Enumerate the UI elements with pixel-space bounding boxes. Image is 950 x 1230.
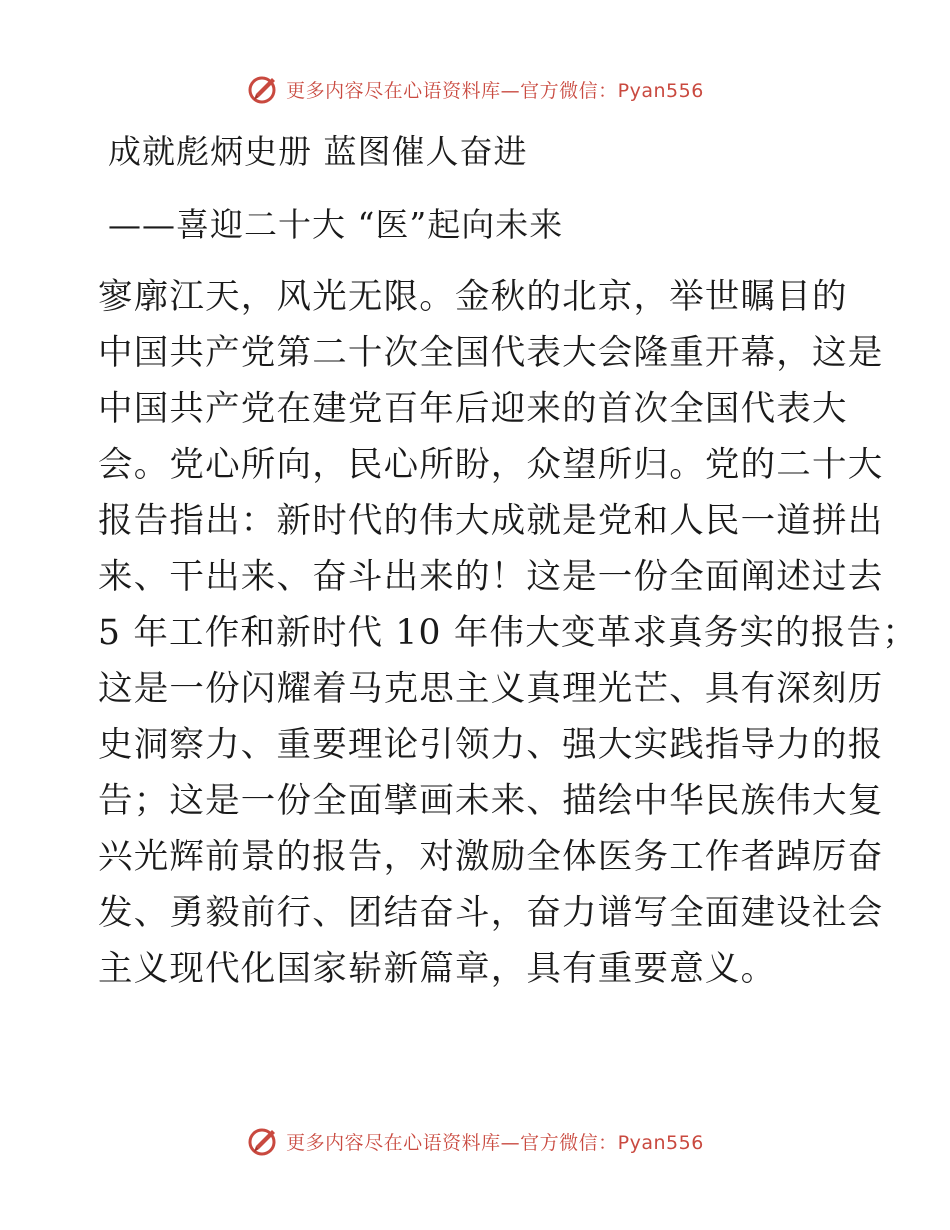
- header-watermark: [0, 72, 950, 106]
- document-subtitle: ——喜迎二十大 “医”起向未来: [108, 205, 564, 244]
- body-line: 兴光辉前景的报告，对激励全体医务工作者踔厉奋: [98, 837, 884, 877]
- body-line: 中国共产党在建党百年后迎来的首次全国代表大: [98, 389, 848, 429]
- body-line: 报告指出：新时代的伟大成就是党和人民一道拼出: [98, 501, 884, 541]
- body-line: 史洞察力、重要理论引领力、强大实践指导力的报: [98, 725, 884, 765]
- body-line: 来、干出来、奋斗出来的！这是一份全面阐述过去: [98, 557, 884, 597]
- body-line: 5 年工作和新时代 10 年伟大变革求真务实的报告；: [98, 613, 918, 653]
- footer-watermark: [0, 1124, 950, 1158]
- body-line: 主义现代化国家崭新篇章，具有重要意义。: [98, 949, 777, 989]
- pen-logo-icon: [246, 1124, 280, 1158]
- body-line: 这是一份闪耀着马克思主义真理光芒、具有深刻历: [98, 669, 884, 709]
- body-line: 会。党心所向，民心所盼，众望所归。党的二十大: [98, 445, 884, 485]
- body-line: 告；这是一份全面擘画未来、描绘中华民族伟大复: [98, 781, 884, 821]
- watermark-text: 更多内容尽在心语资料库—官方微信：Pyan556: [286, 1131, 704, 1154]
- body-line: 中国共产党第二十次全国代表大会隆重开幕，这是: [98, 333, 884, 373]
- pen-logo-icon: [246, 72, 280, 106]
- watermark-text: 更多内容尽在心语资料库—官方微信：Pyan556: [286, 79, 704, 102]
- body-line: 发、勇毅前行、团结奋斗，奋力谱写全面建设社会: [98, 893, 884, 933]
- document-title: 成就彪炳史册 蓝图催人奋进: [108, 132, 528, 171]
- body-line: 寥廓江天，风光无限。金秋的北京，举世瞩目的: [98, 277, 848, 317]
